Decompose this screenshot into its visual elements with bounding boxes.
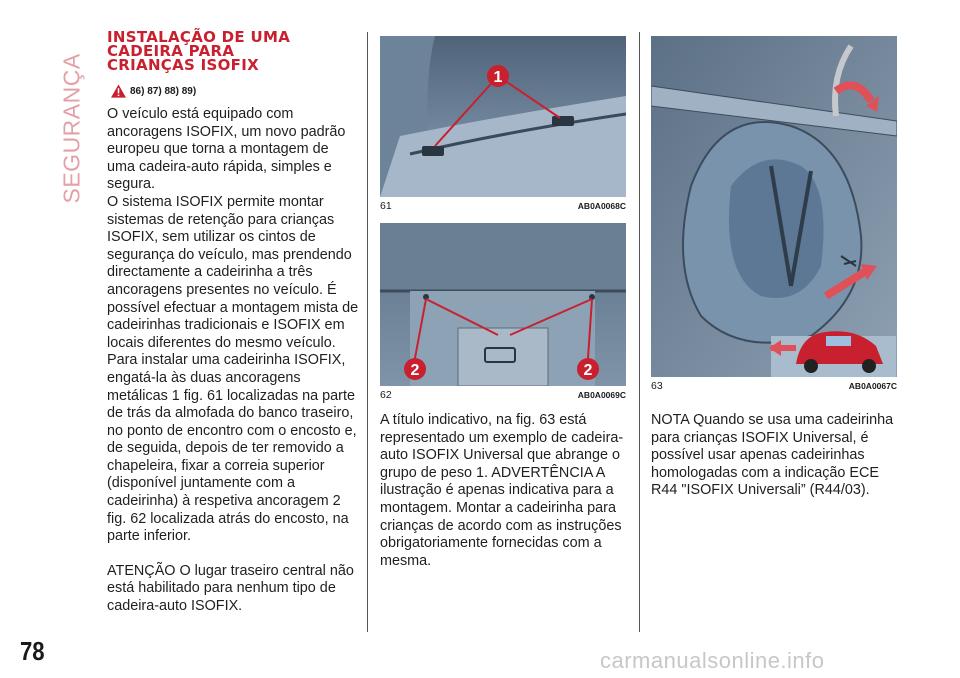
- section-title: [107, 30, 337, 72]
- paragraph: O veículo está equipado com ancoragens ISOFIX, um novo padrão europeu que torna a montagem de uma cadeira-auto rápida, simples e segura.: [107, 106, 346, 193]
- figure-62-callout-left: 2: [410, 362, 420, 379]
- figure-62-image: [380, 223, 626, 386]
- figure-code: AB0A0069C: [577, 390, 626, 400]
- figure-number: 62: [380, 389, 392, 401]
- warning-refs: [111, 84, 196, 98]
- warning-refs-text: 86) 87) 88) 89): [130, 85, 197, 97]
- column-2-text: [380, 412, 630, 570]
- title-line: CRIANÇAS ISOFIX: [107, 56, 259, 74]
- figure-61-image: [380, 36, 626, 197]
- figure-62-callout-right: 2: [583, 362, 593, 379]
- section-label-text: SEGURANÇA: [58, 53, 85, 204]
- paragraph: ATENÇÃO O lugar traseiro central não está habilitado para nenhum tipo de cadeira-auto ISOFIX.: [107, 562, 354, 615]
- paragraph: O sistema ISOFIX permite montar sistemas de retenção para crianças ISOFIX, sem utilizar os cintos de segurança do veículo, mas prendendo directamente a cadeirinha a três ancoragens presentes no veículo. É possível efectuar a montagem mista de cadeirinhas tradicionais e ISOFIX em locais diferentes do mesmo veículo.: [107, 193, 359, 351]
- page-number: 78: [20, 636, 45, 666]
- figure-code: AB0A0067C: [848, 381, 897, 391]
- figure-code: AB0A0068C: [577, 201, 626, 211]
- figure-63-caption: [651, 380, 897, 392]
- column-divider: [367, 32, 368, 632]
- figure-number: 63: [651, 380, 663, 392]
- figure-number: 61: [380, 200, 392, 212]
- section-label: [52, 30, 92, 210]
- title-line: CADEIRA PARA: [107, 42, 235, 60]
- column-1-text: [107, 106, 359, 616]
- figure-63-image: [651, 36, 897, 377]
- column-3-text: [651, 412, 901, 500]
- paragraph: Para instalar uma cadeirinha ISOFIX, engatá-la às duas ancoragens metálicas 1 fig. 61 localizadas na parte de trás da almofada do banco traseiro, no ponto de encontro com o encosto e, de seguida, depois de ter removido a chapeleira, fixar a correia superior (disponível juntamente com a cadeirinha) à respetiva ancoragem 2 fig. 62 localizada atrás do encosto, na parte inferior.: [107, 352, 357, 545]
- watermark-text: carmanualsonline.info: [600, 648, 825, 673]
- paragraph: A título indicativo, na fig. 63 está representado um exemplo de cadeira-auto ISOFIX Universal que abrange o grupo de peso 1. ADVERTÊNCIA A ilustração é apenas indicativa para a montagem. Montar a cadeirinha para crianças de acordo com as instruções obrigatoriamente fornecidas com a mesma.: [380, 412, 624, 569]
- figure-62-caption: [380, 389, 626, 401]
- figure-61-callout: 1: [493, 69, 503, 86]
- figure-61-caption: [380, 200, 626, 212]
- column-divider: [639, 32, 640, 632]
- warning-icon: [111, 84, 126, 98]
- title-line: INSTALAÇÃO DE UMA: [107, 28, 291, 46]
- paragraph: NOTA Quando se usa uma cadeirinha para crianças ISOFIX Universal, é possível usar apenas cadeirinhas homologadas com a indicação ECE R44 "ISOFIX Universali” (R44/03).: [651, 412, 894, 499]
